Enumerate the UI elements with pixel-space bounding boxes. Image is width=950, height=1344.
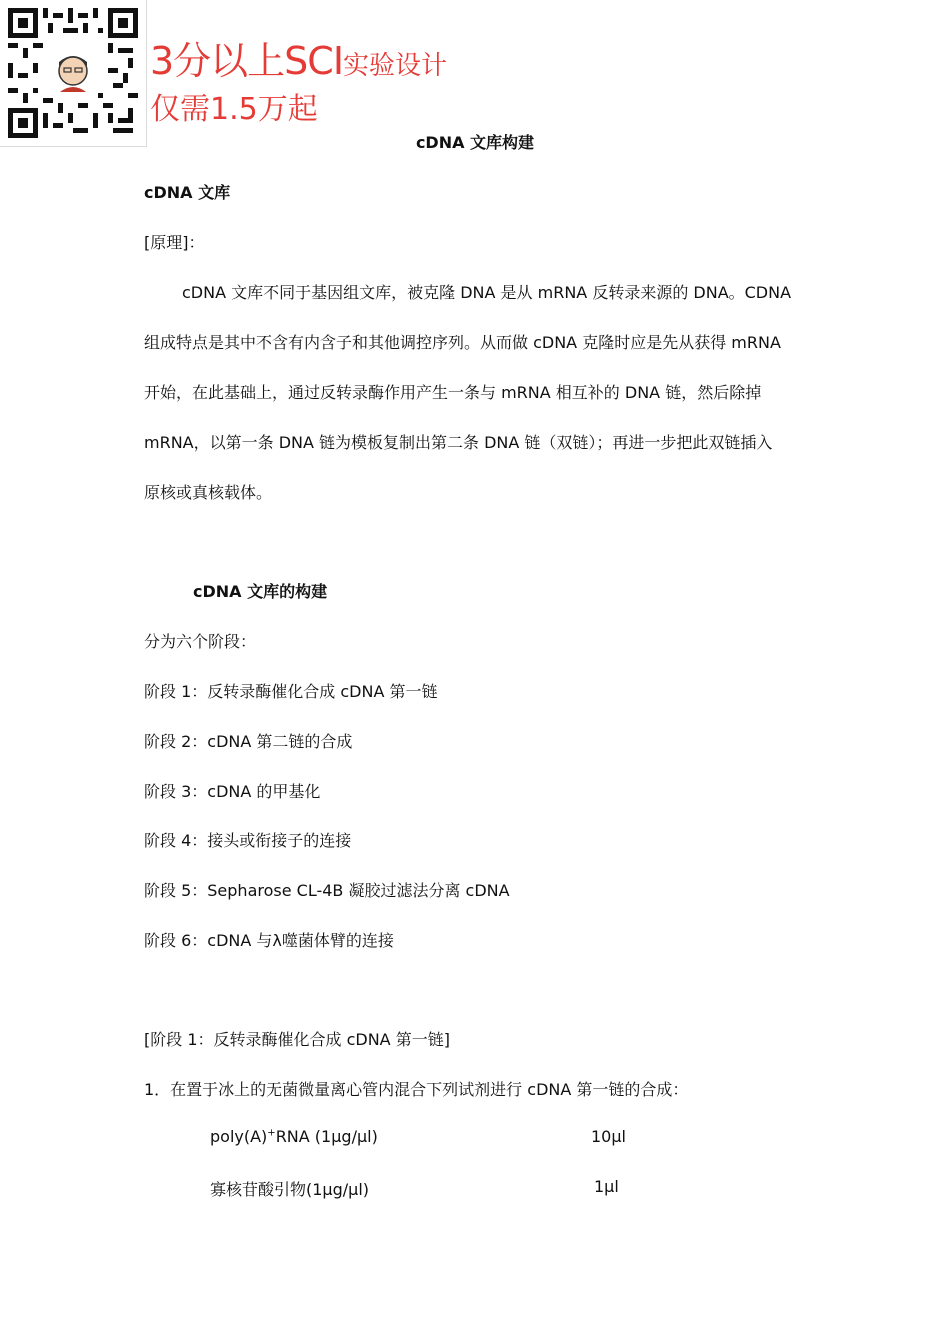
principle-paragraph-line: mRNA，以第一条 DNA 链为模板复制出第二条 DNA 链（双链）；再进一步把此双链插入 <box>144 433 773 452</box>
principle-paragraph-line: 组成特点是其中不含有内含子和其他调控序列。从而做 cDNA 克隆时应是先从获得 mRNA <box>144 333 781 352</box>
stage-item: 阶段 2：cDNA 第二链的合成 <box>144 732 353 751</box>
reagent-name: 寡核苷酸引物(1μg/μl) <box>210 1180 370 1199</box>
reagent-amount: 10μl <box>591 1127 626 1146</box>
promo-line-1-big: 3分以上SCI <box>150 39 344 83</box>
reagent-name <box>210 1127 378 1146</box>
stage1-heading: [阶段 1：反转录酶催化合成 cDNA 第一链] <box>144 1030 450 1049</box>
document-title: cDNA 文库构建 <box>415 133 535 152</box>
principle-paragraph-line: 开始，在此基础上，通过反转录酶作用产生一条与 mRNA 相互补的 DNA 链，然后除掉 <box>144 383 762 402</box>
reagent-name-post: RNA (1μg/μl) <box>275 1127 378 1146</box>
stages-intro: 分为六个阶段： <box>144 632 257 651</box>
step-1-text: 1．在置于冰上的无菌微量离心管内混合下列试剂进行 cDNA 第一链的合成： <box>144 1080 689 1099</box>
stage-item: 阶段 6：cDNA 与λ噬菌体臂的连接 <box>144 931 394 950</box>
stage-item: 阶段 1：反转录酶催化合成 cDNA 第一链 <box>144 682 438 701</box>
promo-line-1-small: 实验设计 <box>343 51 448 81</box>
stage-item: 阶段 5：Sepharose CL-4B 凝胶过滤法分离 cDNA <box>144 881 510 900</box>
reagent-name-superscript: + <box>267 1127 276 1139</box>
stage-item: 阶段 3：cDNA 的甲基化 <box>144 782 321 801</box>
principle-label: [原理]： <box>144 233 205 252</box>
promo-line-1 <box>150 30 447 85</box>
reagent-amount: 1μl <box>594 1177 619 1196</box>
qr-code-panel <box>0 0 147 147</box>
section-heading-library-construction: cDNA 文库的构建 <box>193 582 328 601</box>
qr-code-icon <box>8 8 138 138</box>
principle-paragraph-line: cDNA 文库不同于基因组文库，被克隆 DNA 是从 mRNA 反转录来源的 DNA。CDNA <box>182 283 792 302</box>
principle-paragraph-line: 原核或真核载体。 <box>144 483 273 502</box>
stage-item: 阶段 4：接头或衔接子的连接 <box>144 831 352 850</box>
reagent-name-pre: poly(A) <box>210 1127 268 1146</box>
promo-line-2: 仅需1.5万起 <box>150 92 318 127</box>
section-heading-cdna-library: cDNA 文库 <box>144 183 231 202</box>
